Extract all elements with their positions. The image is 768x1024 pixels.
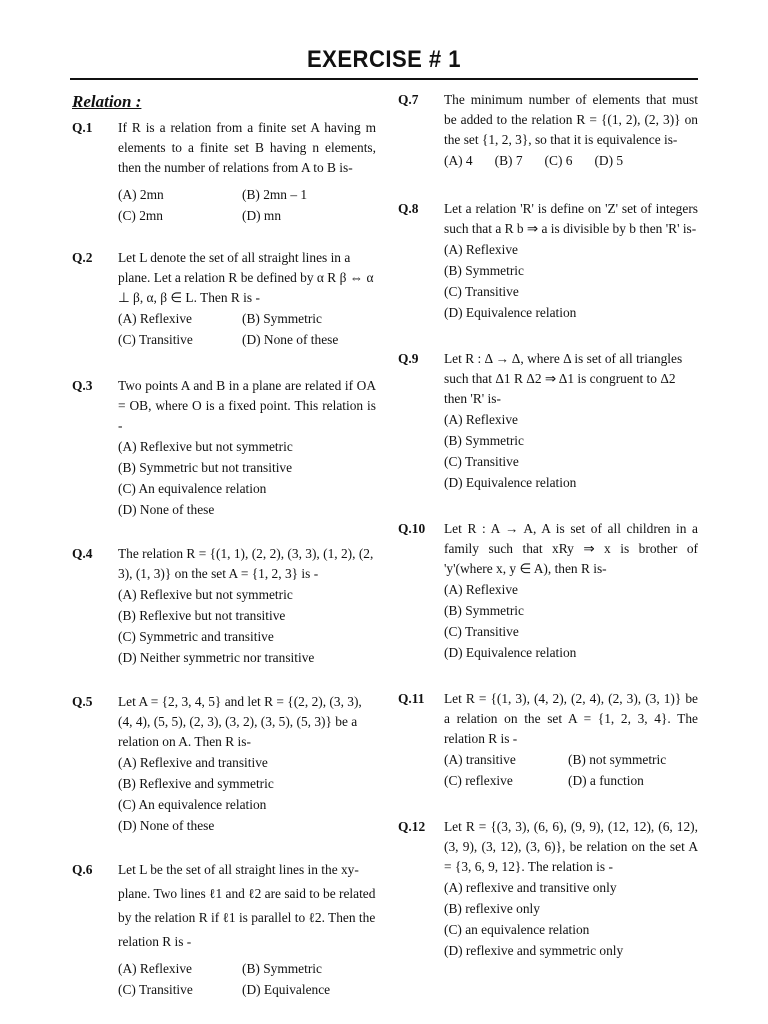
option-b[interactable]: (B) Symmetric (444, 263, 524, 278)
option-d[interactable]: (D) Equivalence relation (444, 645, 577, 660)
option-b[interactable]: (B) not symmetric (568, 752, 667, 767)
question-text: Let R = {(3, 3), (6, 6), (9, 9), (12, 12), (6, 12), (3, 9), (3, 12), (3, 6)}, be relation on the set A = {3, 6, 9, 12}. The relation is - (444, 819, 698, 874)
option-c[interactable]: (C) reflexive (444, 773, 513, 788)
options (444, 877, 698, 961)
option-a[interactable]: (A) Reflexive but not symmetric (118, 439, 293, 454)
option-d[interactable]: (D) reflexive and symmetric only (444, 943, 624, 958)
question-text: The minimum number of elements that must be added to the relation R = {(1, 2), (2, 3)} on the set {1, 2, 3}, so that it is equivalence is- (444, 92, 698, 147)
question-number: Q.8 (398, 201, 419, 216)
options (118, 752, 376, 836)
section-heading: Relation : (72, 92, 142, 111)
options (118, 436, 376, 520)
question-number: Q.5 (72, 694, 93, 709)
question-6 (72, 858, 376, 1000)
question-8 (398, 199, 698, 323)
question-text: Let L be the set of all straight lines in the xy-plane. Two lines ℓ1 and ℓ2 are said to be related by the relation R if ℓ1 is parallel to ℓ2. Then the relation R is - (118, 862, 376, 949)
question-number: Q.1 (72, 120, 93, 135)
option-c[interactable]: (C) Transitive (444, 454, 519, 469)
question-text: Let R : Δ → Δ, where Δ is set of all triangles such that Δ1 R Δ2 ⇒ Δ1 is congruent to Δ2 then 'R' is- (444, 351, 683, 406)
option-a[interactable]: (A) Reflexive (118, 961, 192, 976)
question-text: Let A = {2, 3, 4, 5} and let R = {(2, 2), (3, 3), (4, 4), (5, 5), (2, 3), (3, 2), (3, 5), (5, 3)} be a relation on A. Then R is- (118, 694, 362, 749)
option-a[interactable]: (A) Reflexive (118, 311, 192, 326)
option-a[interactable]: (A) reflexive and transitive only (444, 880, 617, 895)
option-a[interactable]: (A) Reflexive and transitive (118, 755, 268, 770)
options (444, 239, 698, 323)
option-c[interactable]: (C) Transitive (444, 624, 519, 639)
option-d[interactable]: (D) Equivalence relation (444, 305, 577, 320)
option-b[interactable]: (B) 7 (494, 153, 523, 168)
option-c[interactable]: (C) Transitive (444, 284, 519, 299)
option-b[interactable]: (B) Symmetric but not transitive (118, 460, 293, 475)
question-12 (398, 817, 698, 961)
left-column (72, 88, 376, 1000)
options (444, 409, 698, 493)
option-c[interactable]: (C) Transitive (118, 332, 193, 347)
question-text: Let L denote the set of all straight lines in a plane. Let a relation R be defined by α R β ⇔ α ⊥ β, α, β ∈ L. Then R is - (118, 250, 374, 305)
question-9 (398, 349, 698, 493)
option-a[interactable]: (A) Reflexive (444, 242, 518, 257)
option-b[interactable]: (B) Reflexive and symmetric (118, 776, 274, 791)
option-c[interactable]: (C) 2mn (118, 208, 164, 223)
question-text: Let R : A → A, A is set of all children in a family such that xRy ⇒ x is brother of 'y'(where x, y ∈ A), then R is- (444, 521, 698, 576)
options (118, 308, 376, 350)
option-b[interactable]: (B) 2mn – 1 (242, 187, 308, 202)
option-a[interactable]: (A) Reflexive but not symmetric (118, 587, 293, 602)
option-d[interactable]: (D) Neither symmetric nor transitive (118, 650, 315, 665)
question-number: Q.7 (398, 92, 419, 107)
option-d[interactable]: (D) None of these (118, 502, 215, 517)
option-c[interactable]: (C) an equivalence relation (444, 922, 590, 937)
option-a[interactable]: (A) Reflexive (444, 582, 518, 597)
option-c[interactable]: (C) Symmetric and transitive (118, 629, 274, 644)
question-number: Q.11 (398, 691, 425, 706)
option-d[interactable]: (D) Equivalence (242, 982, 331, 997)
question-5 (72, 692, 376, 836)
option-c[interactable]: (C) Transitive (118, 982, 193, 997)
question-3 (72, 376, 376, 520)
question-text: If R is a relation from a finite set A having m elements to a finite set B having n elements, then the number of relations from A to B is- (118, 120, 376, 175)
option-a[interactable]: (A) transitive (444, 752, 516, 767)
question-number: Q.10 (398, 521, 426, 536)
option-d[interactable]: (D) mn (242, 208, 282, 223)
option-a[interactable]: (A) 4 (444, 153, 473, 168)
question-text: Let R = {(1, 3), (4, 2), (2, 4), (2, 3), (3, 1)} be a relation on the set A = {1, 2, 3, 4}. The relation R is - (444, 691, 698, 746)
option-b[interactable]: (B) Symmetric (444, 433, 524, 448)
options (118, 958, 376, 1000)
option-b[interactable]: (B) Symmetric (242, 311, 322, 326)
option-d[interactable]: (D) None of these (118, 818, 215, 833)
question-number: Q.3 (72, 378, 93, 393)
options (444, 150, 698, 171)
option-b[interactable]: (B) Reflexive but not transitive (118, 608, 286, 623)
option-c[interactable]: (C) An equivalence relation (118, 797, 267, 812)
options (444, 579, 698, 663)
option-a[interactable]: (A) Reflexive (444, 412, 518, 427)
question-7 (398, 90, 698, 171)
right-column (398, 88, 698, 961)
question-text: Two points A and B in a plane are related if OA = OB, where O is a fixed point. This relation is - (118, 378, 376, 433)
option-b[interactable]: (B) Symmetric (444, 603, 524, 618)
question-11 (398, 689, 698, 791)
question-number: Q.6 (72, 862, 93, 877)
option-d[interactable]: (D) Equivalence relation (444, 475, 577, 490)
option-b[interactable]: (B) reflexive only (444, 901, 540, 916)
question-number: Q.2 (72, 250, 93, 265)
option-d[interactable]: (D) None of these (242, 332, 339, 347)
options (444, 749, 698, 791)
options (118, 584, 376, 668)
page-title: EXERCISE # 1 (306, 46, 462, 73)
question-text: The relation R = {(1, 1), (2, 2), (3, 3), (1, 2), (2, 3), (1, 3)} on the set A = {1, 2, 3} is - (118, 546, 374, 581)
option-c[interactable]: (C) An equivalence relation (118, 481, 267, 496)
question-2 (72, 248, 376, 350)
options (118, 184, 376, 226)
question-number: Q.12 (398, 819, 426, 834)
option-b[interactable]: (B) Symmetric (242, 961, 322, 976)
option-d[interactable]: (D) a function (568, 773, 644, 788)
option-d[interactable]: (D) 5 (594, 153, 624, 168)
question-1 (72, 118, 376, 226)
question-text: Let a relation 'R' is define on 'Z' set of integers such that a R b ⇒ a is divisible by b then 'R' is- (444, 201, 698, 236)
option-a[interactable]: (A) 2mn (118, 187, 164, 202)
question-4 (72, 544, 376, 668)
question-number: Q.9 (398, 351, 419, 366)
title-rule (70, 78, 698, 80)
option-c[interactable]: (C) 6 (544, 153, 573, 168)
question-10 (398, 519, 698, 663)
question-number: Q.4 (72, 546, 93, 561)
